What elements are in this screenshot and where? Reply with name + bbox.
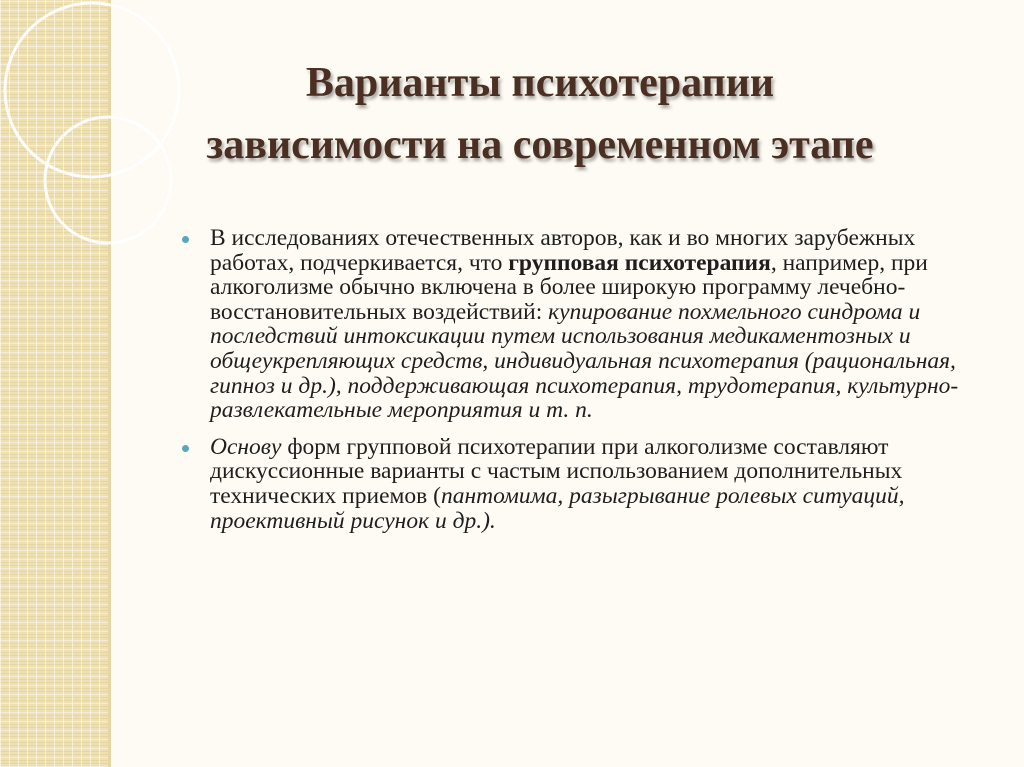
bullet-item-1 (182, 226, 997, 423)
bullet-dot-icon (182, 236, 189, 243)
bullet-1-term-group-psychotherapy: групповая психотерапия (508, 249, 771, 276)
bullet-dot-icon (182, 445, 189, 452)
slide-title: Варианты психотерапии зависимости на современном этапе (206, 60, 874, 168)
bullet-2-term-basis: Основу (210, 433, 282, 460)
bullet-2-text-middle: форм групповой психотерапии при алкоголизме составляют дискуссионные варианты с частым использованием дополнительных технических приемов ( (210, 433, 903, 509)
bullet-1-interventions-list: купирование похмельного синдрома и последствий интоксикации путем использования медикаментозных и общеукрепляющих средств, индивидуальная психотерапия (рациональная, гипноз и др.), поддерживающая психотерапия, трудотерапия, культурно-развлекательные мероприятия и т. п. (210, 298, 959, 424)
slide-body (182, 226, 997, 545)
bullet-item-2 (182, 435, 997, 533)
bullet-2-techniques-list: пантомима, разыгрывание ролевых ситуаций, проективный рисунок и др.). (210, 482, 905, 534)
decorative-ring-small (45, 117, 171, 243)
decorative-ring-large (5, 3, 179, 177)
bullet-1-text-intro: В исследованиях отечественных авторов, как и во многих зарубежных работах, подчеркивается, что (210, 225, 916, 276)
bullet-1-text-middle: , например, при алкоголизме обычно включена в более широкую программу лечебно-восстановительных воздействий: (210, 249, 928, 325)
decorative-circles (0, 0, 200, 300)
